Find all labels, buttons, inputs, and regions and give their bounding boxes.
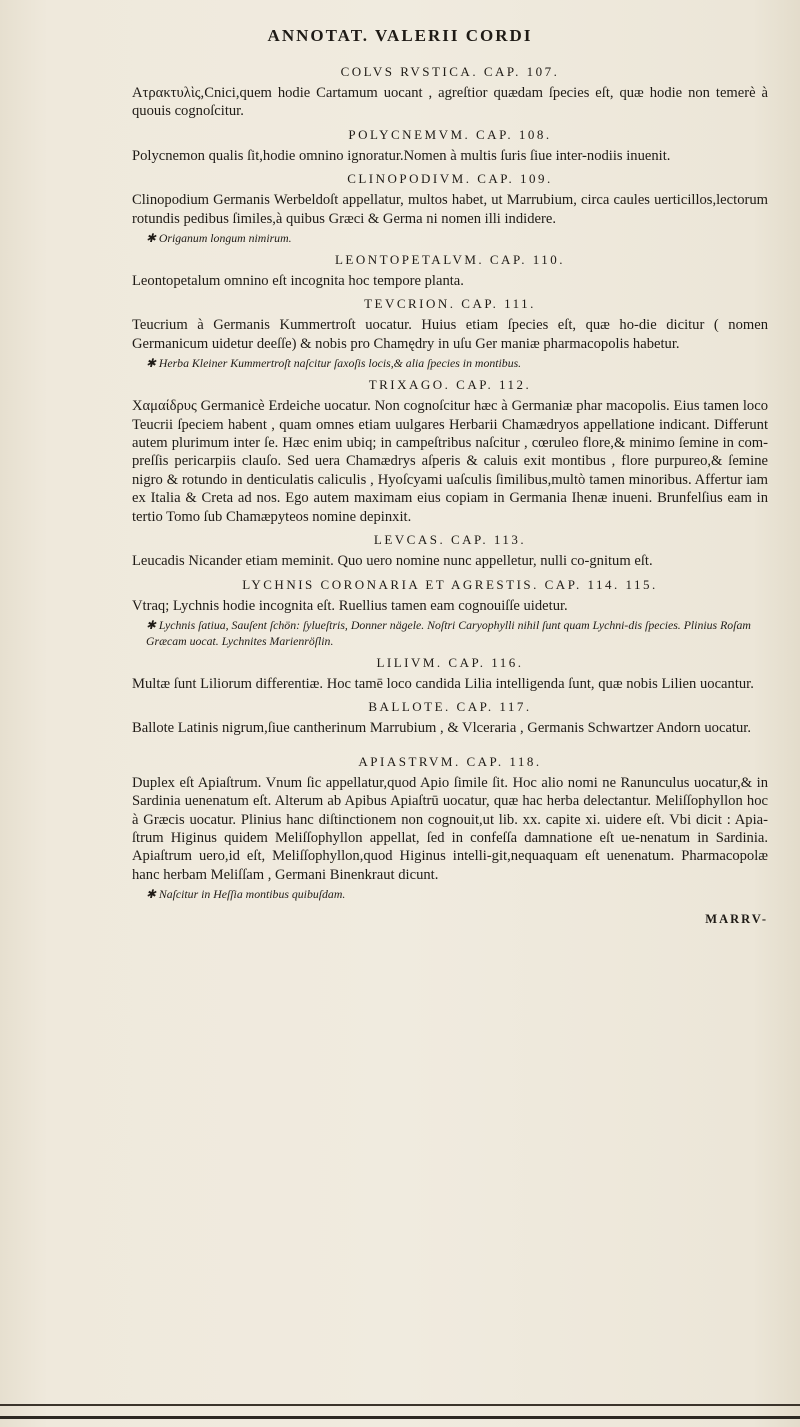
marginal-note: ✱ Naſcitur in Heſſia montibus quibuſdam. [146,887,346,902]
marginal-note: ✱ Lychnis ſatiua, Sauſent ſchön: ſylueſtris, Donner nägele. Noſtri Caryophylli nihil ſunt quam Lychni-dis ſpecies. Plinius Roſam Græcam uocat. Lychnites Marienröſlin. [146,617,751,648]
section-text: Χαμαίδρυς Germanicè Erdeiche uocatur. Non cognoſcitur hæc à Germaniæ phar macopolis. Eius tamen loco Teucrii ſpeciem habent , quam omnes etiam uulgares Herbarii Chamædryos appellatione indicant. Differunt autem plurimum inter ſe. Hæc enim ubiq; in campeſtribus naſcitur , cœruleo flore,& minimo ſemine in com-preſſis pericarpiis clauſo. Sed uera Chamædrys aſperis & caluis exit montibus , flore purpureo,& ſemine nigro & rotundo in denticulatis caliculis , Hyoſcyami uaſculis ſimilibus,multò tamen minoribus. Affertur iam ex Italia & Creta ad nos. Ego autem maximam eius copiam in Germania Ihenæ inueni. Brunfelſius eam in tertio Tomo ſub Chamæpyteos nomine depinxit. [132,398,768,525]
section-lychnis [132,577,768,649]
page-body [132,58,768,927]
section-heading: CLINOPODIVM. CAP. 109. [347,171,553,187]
section-ballote [132,699,768,737]
section-text: Leucadis Nicander etiam meminit. Quo uero nomine nunc appelletur, nulli co-gnitum eſt. [132,553,653,570]
section-text: Duplex eſt Apiaſtrum. Vnum ſic appellatur,quod Apio ſimile ſit. Hoc alio nomi ne Ranunculus uocatur,& in Sardinia uenenatum eſt. Alterum ab Apibus Apiaſtrū uocatur, quæ hac herba delectantur. Meliſſophyllon hoc à Græcis uocatur. Plinius hanc diſtinctionem non cognouit,ut lib. xx. capite xi. uidere eſt. Vbi dicit : Apia-ſtrum Higinus quidem Meliſſophyllon appellat, ſed in confeſſa damnatione eſt ue-nenatum in Sardinia. Apiaſtrum uero,id eſt, Meliſſophyllon,quod Higinus intelli-git,nequaquam eſt uenenatum. Pharmacopolæ hanc herbam Meliſſam , Germani Binenkraut dicunt. [132,774,768,883]
section-heading: BALLOTE. CAP. 117. [368,699,532,715]
section-trixago [132,377,768,526]
section-heading: LYCHNIS CORONARIA ET AGRESTIS. CAP. 114. 115. [242,576,658,592]
section-heading: TRIXAGO. CAP. 112. [368,377,532,393]
section-text: Ατρακτυλὶς,Cnici,quem hodie Cartamum uocant , agreſtior quædam ſpecies eſt, quæ hodie non temerè à quouis cognoſcitur. [132,85,768,120]
section-text: Polycnemon qualis ſit,hodie omnino ignoratur.Nomen à multis ſuris ſiue inter-nodiis inuenit. [132,147,671,164]
section-heading: LEONTOPETALVM. CAP. 110. [334,252,566,268]
bottom-rule [0,1404,800,1406]
section-text: Teucrium à Germanis Kummertroſt uocatur. Huius etiam ſpecies eſt, quæ ho-die dicitur ( nomen Germanicum uidetur deeſſe) & nobis pro Chamędry in uſu Ger maniæ pharmacopolis habetur. [132,317,768,352]
section-text: Ballote Latinis nigrum,ſiue cantherinum Marrubium , & Vlceraria , Germanis Schwartzer Andorn uocatur. [132,720,751,737]
section-text: Vtraq; Lychnis hodie incognita eſt. Ruellius tamen eam cognouiſſe uidetur. [132,597,568,614]
running-head: ANNOTAT. VALERII CORDI [267,26,533,45]
section-leontopetalum [132,252,768,290]
section-heading: COLVS RVSTICA. CAP. 107. [340,64,560,79]
section-polycnemum [132,127,768,165]
section-heading: APIASTRVM. CAP. 118. [358,753,542,769]
section-heading: LILIVM. CAP. 116. [376,654,524,670]
marginal-note: ✱ Origanum longum nimirum. [146,231,292,246]
section-lilium [132,655,768,693]
marginal-note: ✱ Herba Kleiner Kummertroſt naſcitur ſaxoſis locis,& alia ſpecies in montibus. [146,356,522,371]
section-heading: TEVCRION. CAP. 111. [364,296,536,312]
section-leucas [132,532,768,570]
section-apiastrum [132,754,768,902]
section-text: Multæ ſunt Liliorum differentiæ. Hoc tamē loco candida Lilia intelligenda ſunt, quæ nobis Lilien uocantur. [132,675,754,692]
section-colus [132,64,768,121]
bottom-rule-heavy [0,1416,800,1419]
section-text: Clinopodium Germanis Werbeldoſt appellatur, multos habet, ut Marrubium, circa caules uerticillos,lectorum rotundis pedibus ſimiles,à quibus Græci & Germa ni nomen illi indidere. [132,192,768,227]
section-heading: LEVCAS. CAP. 113. [373,532,527,548]
section-clinopodium [132,171,768,246]
section-heading: POLYCNEMVM. CAP. 108. [348,126,552,142]
section-teucrion [132,296,768,371]
section-text: Leontopetalum omnino eſt incognita hoc tempore planta. [132,273,464,290]
catchword: MARRV- [705,912,768,927]
